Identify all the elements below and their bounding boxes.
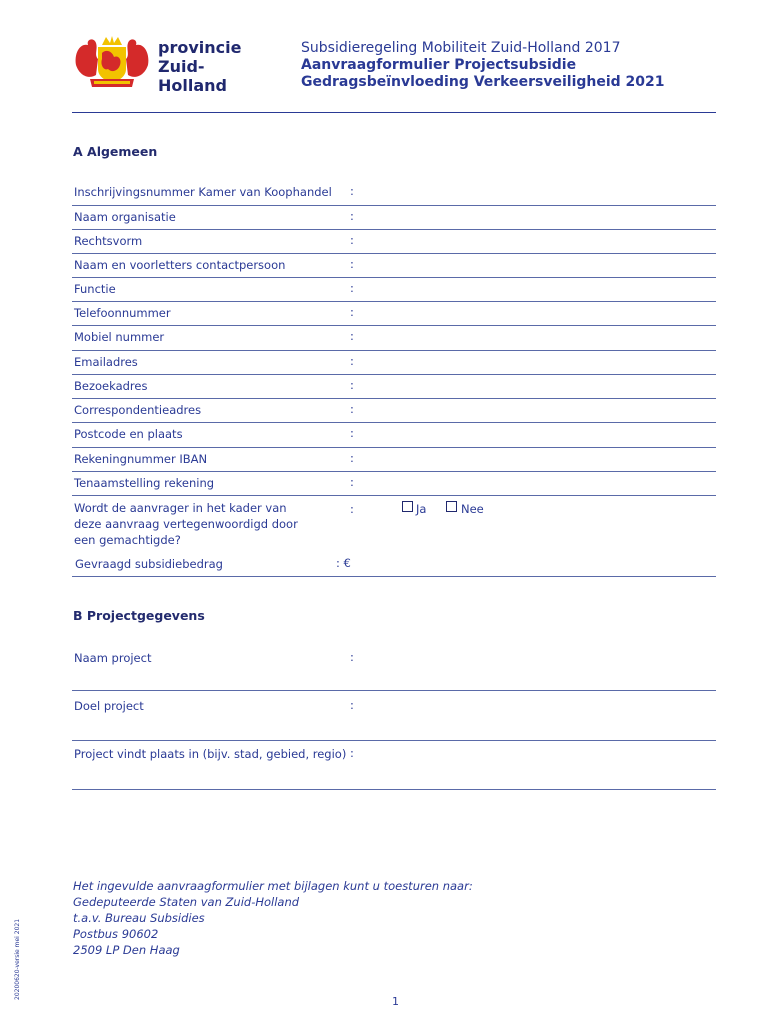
ja-checkbox[interactable] <box>402 501 413 512</box>
field-colon: : <box>350 354 354 368</box>
field-label: Mobiel nummer <box>74 330 165 344</box>
gemachtigde-question: Wordt de aanvrager in het kader van deze aanvraag vertegenwoordigd door een gemachtigde? <box>74 501 298 547</box>
document-header <box>301 40 665 91</box>
field-colon: : <box>350 475 354 489</box>
field-colon: : <box>350 698 354 712</box>
field-colon: : <box>350 402 354 416</box>
amount-prefix: : € <box>336 556 351 570</box>
field-row-iban[interactable] <box>72 447 716 472</box>
coat-of-arms-icon <box>72 35 152 91</box>
field-label: Rechtsvorm <box>74 234 143 248</box>
field-colon: : <box>350 426 354 440</box>
address-line: Het ingevulde aanvraagformulier met bijlagen kunt u toesturen naar: <box>73 879 473 893</box>
logo-line2: Zuid-Holland <box>158 57 227 95</box>
field-colon: : <box>350 451 354 465</box>
field-colon: : <box>350 502 354 516</box>
field-row-doel-project[interactable] <box>72 690 716 741</box>
field-label: Postcode en plaats <box>74 427 183 441</box>
field-row-postcode-plaats[interactable] <box>72 422 716 448</box>
field-label: Naam en voorletters contactpersoon <box>74 258 286 272</box>
field-label: Emailadres <box>74 355 138 369</box>
address-line: Gedeputeerde Staten van Zuid-Holland <box>73 895 300 909</box>
field-colon: : <box>350 184 354 198</box>
field-row-mobiel-nummer[interactable] <box>72 325 716 351</box>
field-row-correspondentieadres[interactable] <box>72 398 716 423</box>
field-row-naam-organisatie[interactable] <box>72 205 716 230</box>
address-line: t.a.v. Bureau Subsidies <box>73 911 205 925</box>
field-label: Doel project <box>74 699 144 713</box>
field-colon: : <box>350 257 354 271</box>
field-colon: : <box>350 378 354 392</box>
field-row-bezoekadres[interactable] <box>72 374 716 399</box>
address-line: Postbus 90602 <box>73 927 159 941</box>
field-row-kvk[interactable] <box>72 180 716 206</box>
field-colon: : <box>350 650 354 664</box>
field-colon: : <box>350 209 354 223</box>
address-line: 2509 LP Den Haag <box>73 943 180 957</box>
document-subtitle-2: Gedragsbeïnvloeding Verkeersveiligheid 2021 <box>301 74 665 90</box>
ja-label: Ja <box>416 502 427 516</box>
field-colon: : <box>350 329 354 343</box>
field-colon: : <box>350 746 354 760</box>
header-divider <box>72 112 716 113</box>
field-label: Inschrijvingsnummer Kamer van Koophandel <box>74 185 332 199</box>
field-label: Naam organisatie <box>74 210 176 224</box>
field-row-project-locatie[interactable] <box>72 740 716 790</box>
document-subtitle-1: Aanvraagformulier Projectsubsidie <box>301 57 577 73</box>
field-row-tenaamstelling[interactable] <box>72 471 716 496</box>
field-row-emailadres[interactable] <box>72 350 716 375</box>
field-row-contactpersoon[interactable] <box>72 253 716 278</box>
field-row-subsidiebedrag[interactable] <box>72 550 716 577</box>
section-a-title: A Algemeen <box>73 144 158 159</box>
field-label: Correspondentieadres <box>74 403 202 417</box>
field-row-gemachtigde <box>72 495 716 550</box>
field-colon: : <box>350 281 354 295</box>
field-row-rechtsvorm[interactable] <box>72 229 716 254</box>
provincie-logo <box>72 35 262 95</box>
field-row-naam-project[interactable] <box>72 642 716 691</box>
document-title: Subsidieregeling Mobiliteit Zuid-Holland 2017 <box>301 40 621 56</box>
field-label: Naam project <box>74 651 152 665</box>
field-label: Gevraagd subsidiebedrag <box>75 557 223 571</box>
logo-text <box>158 38 262 95</box>
field-label: Bezoekadres <box>74 379 148 393</box>
field-label: Functie <box>74 282 116 296</box>
document-version-code: 20200620-versie mei 2021 <box>14 918 21 1000</box>
section-b-title: B Projectgegevens <box>73 608 205 623</box>
field-row-functie[interactable] <box>72 277 716 302</box>
page-number: 1 <box>392 995 399 1008</box>
field-label: Telefoonnummer <box>74 306 171 320</box>
field-label: Rekeningnummer IBAN <box>74 452 208 466</box>
nee-label: Nee <box>461 502 484 516</box>
submission-address <box>73 878 473 958</box>
field-colon: : <box>350 233 354 247</box>
nee-checkbox[interactable] <box>446 501 457 512</box>
field-colon: : <box>350 305 354 319</box>
field-label: Project vindt plaats in (bijv. stad, gebied, regio) <box>74 747 347 761</box>
logo-line1: provincie <box>158 38 242 57</box>
field-label: Tenaamstelling rekening <box>74 476 215 490</box>
field-row-telefoonnummer[interactable] <box>72 301 716 326</box>
